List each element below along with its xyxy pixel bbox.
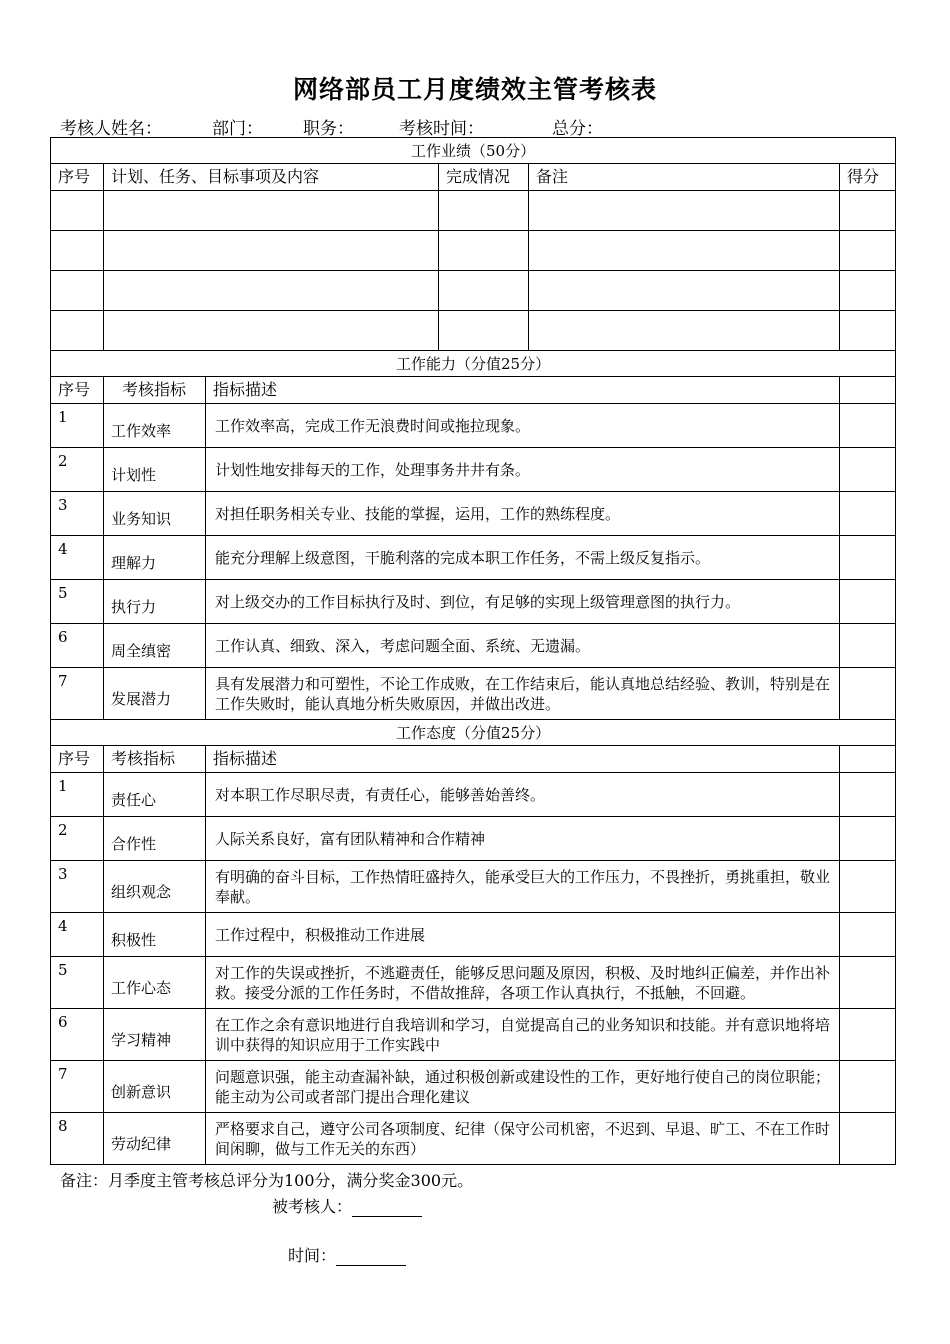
description-cell: 在工作之余有意识地进行自我培训和学习，自觉提高自己的业务知识和技能。并有意识地将培训中获得的知识应用于工作实践中 <box>206 1009 840 1061</box>
footer-note: 备注：月季度主管考核总评分为100分，满分奖金300元。 <box>60 1171 474 1190</box>
row-number: 8 <box>51 1113 104 1165</box>
completion-cell[interactable] <box>439 311 529 351</box>
assessee-signature-line[interactable] <box>352 1198 422 1217</box>
col-header-no: 序号 <box>51 377 104 404</box>
ability-row <box>51 404 896 448</box>
score-cell[interactable] <box>840 957 896 1009</box>
time-signature <box>288 1243 406 1266</box>
score-cell[interactable] <box>840 668 896 720</box>
col-header-indicator: 考核指标 <box>104 377 206 404</box>
remarks-cell[interactable] <box>529 231 840 271</box>
score-cell[interactable] <box>840 580 896 624</box>
indicator-cell: 计划性 <box>104 448 206 492</box>
assessee-signature <box>272 1194 422 1217</box>
description-cell: 人际关系良好，富有团队精神和合作精神 <box>206 817 840 861</box>
performance-row <box>51 231 896 271</box>
score-cell[interactable] <box>840 1009 896 1061</box>
attitude-row <box>51 913 896 957</box>
score-cell[interactable] <box>840 913 896 957</box>
indicator-cell: 周全缜密 <box>104 624 206 668</box>
row-number: 5 <box>51 957 104 1009</box>
col-header-no: 序号 <box>51 164 104 191</box>
score-cell[interactable] <box>840 231 896 271</box>
col-header-score: 得分 <box>840 164 896 191</box>
content-cell[interactable] <box>104 271 439 311</box>
row-number: 1 <box>51 404 104 448</box>
no-cell[interactable] <box>51 231 104 271</box>
row-number: 1 <box>51 773 104 817</box>
score-cell[interactable] <box>840 817 896 861</box>
completion-cell[interactable] <box>439 191 529 231</box>
score-cell[interactable] <box>840 191 896 231</box>
indicator-cell: 工作效率 <box>104 404 206 448</box>
no-cell[interactable] <box>51 191 104 231</box>
indicator-cell: 合作性 <box>104 817 206 861</box>
indicator-cell: 积极性 <box>104 913 206 957</box>
remarks-cell[interactable] <box>529 271 840 311</box>
row-number: 3 <box>51 861 104 913</box>
performance-header-row <box>51 164 896 191</box>
score-cell[interactable] <box>840 448 896 492</box>
col-header-completion: 完成情况 <box>439 164 529 191</box>
remarks-cell[interactable] <box>529 311 840 351</box>
col-header-content: 计划、任务、目标事项及内容 <box>104 164 439 191</box>
description-cell: 问题意识强，能主动查漏补缺，通过积极创新或建设性的工作，更好地行使自己的岗位职能；能主动为公司或者部门提出合理化建议 <box>206 1061 840 1113</box>
content-cell[interactable] <box>104 231 439 271</box>
indicator-cell: 学习精神 <box>104 1009 206 1061</box>
description-cell: 有明确的奋斗目标，工作热情旺盛持久，能承受巨大的工作压力，不畏挫折，勇挑重担，敬业奉献。 <box>206 861 840 913</box>
time-label: 时间： <box>288 1246 337 1265</box>
score-cell[interactable] <box>840 624 896 668</box>
no-cell[interactable] <box>51 311 104 351</box>
indicator-cell: 劳动纪律 <box>104 1113 206 1165</box>
col-header-description: 指标描述 <box>206 746 840 773</box>
row-number: 4 <box>51 913 104 957</box>
description-cell: 工作效率高，完成工作无浪费时间或拖拉现象。 <box>206 404 840 448</box>
indicator-cell: 发展潜力 <box>104 668 206 720</box>
description-cell: 严格要求自己，遵守公司各项制度、纪律（保守公司机密，不迟到、早退、旷工、不在工作时间闲聊，做与工作无关的东西） <box>206 1113 840 1165</box>
attitude-section-title: 工作态度（分值25分） <box>51 720 896 746</box>
indicator-cell: 理解力 <box>104 536 206 580</box>
attitude-row <box>51 1061 896 1113</box>
score-cell[interactable] <box>840 536 896 580</box>
performance-row <box>51 311 896 351</box>
indicator-cell: 业务知识 <box>104 492 206 536</box>
completion-cell[interactable] <box>439 271 529 311</box>
remarks-cell[interactable] <box>529 191 840 231</box>
score-cell[interactable] <box>840 377 896 404</box>
description-cell: 对担任职务相关专业、技能的掌握，运用，工作的熟练程度。 <box>206 492 840 536</box>
ability-row <box>51 624 896 668</box>
row-number: 4 <box>51 536 104 580</box>
indicator-cell: 工作心态 <box>104 957 206 1009</box>
row-number: 7 <box>51 1061 104 1113</box>
attitude-row <box>51 1009 896 1061</box>
time-signature-line[interactable] <box>336 1247 406 1266</box>
attitude-header-row <box>51 746 896 773</box>
score-cell[interactable] <box>840 746 896 773</box>
indicator-cell: 执行力 <box>104 580 206 624</box>
attitude-row <box>51 773 896 817</box>
ability-row <box>51 492 896 536</box>
description-cell: 工作过程中，积极推动工作进展 <box>206 913 840 957</box>
indicator-cell: 创新意识 <box>104 1061 206 1113</box>
header-info-line <box>60 114 900 139</box>
ability-row <box>51 536 896 580</box>
position-label: 职务： <box>303 119 354 139</box>
row-number: 3 <box>51 492 104 536</box>
performance-row <box>51 191 896 231</box>
assessment-table <box>50 137 896 1165</box>
ability-section-title: 工作能力（分值25分） <box>51 351 896 377</box>
indicator-cell: 责任心 <box>104 773 206 817</box>
description-cell: 对工作的失误或挫折，不逃避责任，能够反思问题及原因，积极、及时地纠正偏差，并作出补救。接受分派的工作任务时，不借故推辞，各项工作认真执行，不抵触，不回避。 <box>206 957 840 1009</box>
row-number: 7 <box>51 668 104 720</box>
description-cell: 对上级交办的工作目标执行及时、到位，有足够的实现上级管理意图的执行力。 <box>206 580 840 624</box>
row-number: 6 <box>51 1009 104 1061</box>
assessor-name-label: 考核人姓名： <box>60 119 162 139</box>
row-number: 6 <box>51 624 104 668</box>
completion-cell[interactable] <box>439 231 529 271</box>
assessment-time-label: 考核时间： <box>399 119 484 139</box>
score-cell[interactable] <box>840 492 896 536</box>
indicator-cell: 组织观念 <box>104 861 206 913</box>
description-cell: 计划性地安排每天的工作，处理事务井井有条。 <box>206 448 840 492</box>
performance-row <box>51 271 896 311</box>
description-cell: 对本职工作尽职尽责，有责任心，能够善始善终。 <box>206 773 840 817</box>
score-cell[interactable] <box>840 1061 896 1113</box>
total-score-label: 总分： <box>552 119 603 139</box>
score-cell[interactable] <box>840 311 896 351</box>
attitude-row <box>51 817 896 861</box>
score-cell[interactable] <box>840 271 896 311</box>
score-cell[interactable] <box>840 1113 896 1165</box>
col-header-indicator: 考核指标 <box>104 746 206 773</box>
ability-row <box>51 668 896 720</box>
attitude-row <box>51 1113 896 1165</box>
row-number: 2 <box>51 817 104 861</box>
page-title: 网络部员工月度绩效主管考核表 <box>292 75 657 104</box>
description-cell: 工作认真、细致、深入，考虑问题全面、系统、无遗漏。 <box>206 624 840 668</box>
description-cell: 具有发展潜力和可塑性，不论工作成败，在工作结束后，能认真地总结经验、教训，特别是在工作失败时，能认真地分析失败原因，并做出改进。 <box>206 668 840 720</box>
score-cell[interactable] <box>840 773 896 817</box>
ability-row <box>51 580 896 624</box>
score-cell[interactable] <box>840 404 896 448</box>
department-label: 部门： <box>212 119 263 139</box>
ability-row <box>51 448 896 492</box>
content-cell[interactable] <box>104 311 439 351</box>
attitude-row <box>51 861 896 913</box>
col-header-description: 指标描述 <box>206 377 840 404</box>
row-number: 2 <box>51 448 104 492</box>
col-header-remarks: 备注 <box>529 164 840 191</box>
performance-section-title: 工作业绩（50分） <box>51 138 896 164</box>
col-header-no: 序号 <box>51 746 104 773</box>
ability-header-row <box>51 377 896 404</box>
attitude-row <box>51 957 896 1009</box>
content-cell[interactable] <box>104 191 439 231</box>
score-cell[interactable] <box>840 861 896 913</box>
description-cell: 能充分理解上级意图，干脆利落的完成本职工作任务，不需上级反复指示。 <box>206 536 840 580</box>
row-number: 5 <box>51 580 104 624</box>
assessee-label: 被考核人： <box>272 1197 353 1216</box>
no-cell[interactable] <box>51 271 104 311</box>
